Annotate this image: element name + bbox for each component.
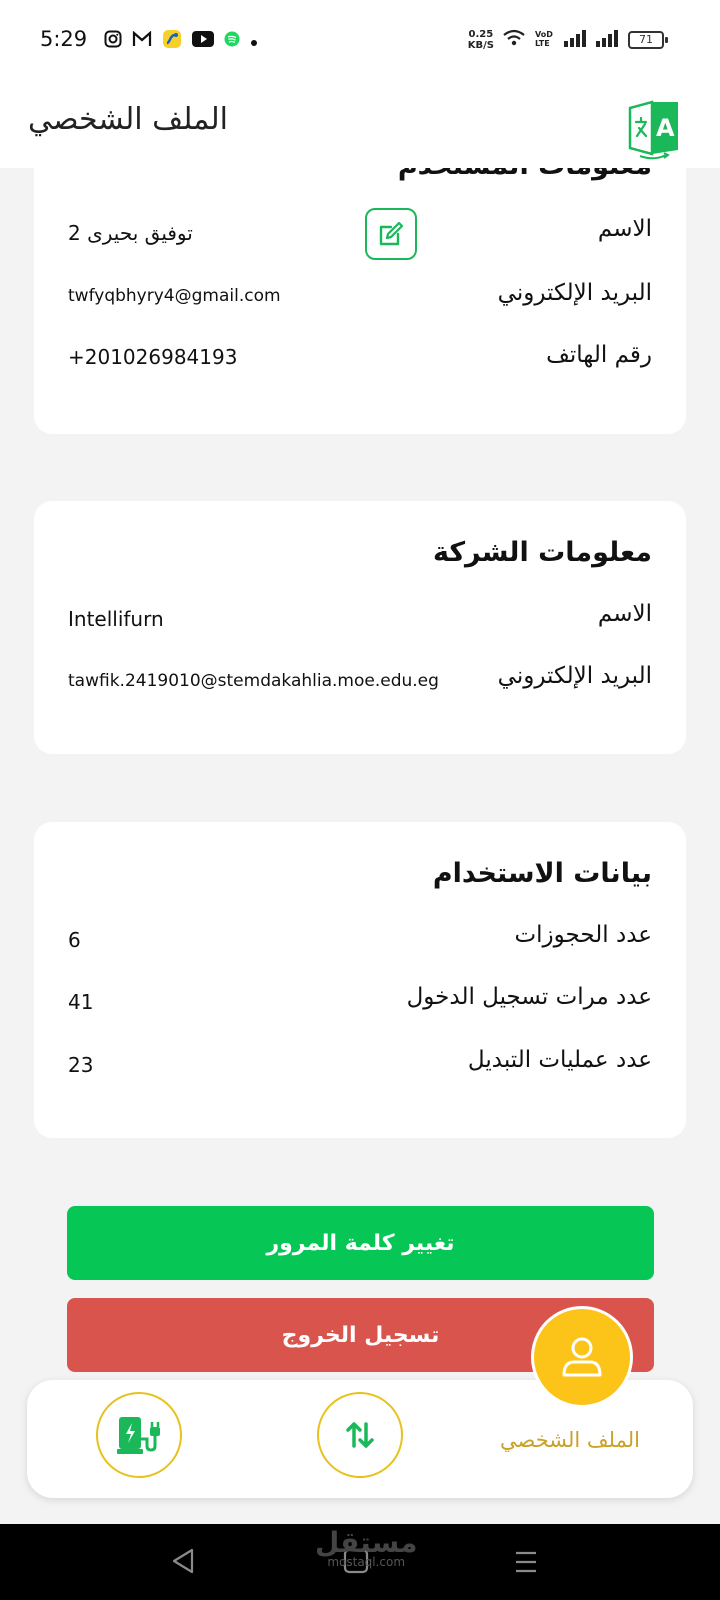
- usage-info-card: [34, 822, 686, 1138]
- status-notification-icons: [104, 29, 258, 53]
- company-info-card: [34, 501, 686, 754]
- profile-content[interactable]: [0, 80, 720, 1524]
- company-email-label: البريد الإلكتروني: [497, 663, 652, 689]
- bookings-count-label: عدد الحجوزات: [514, 922, 652, 948]
- logins-count-label: عدد مرات تسجيل الدخول: [406, 984, 652, 1010]
- user-phone-value: +201026984193: [68, 345, 238, 369]
- translate-logo-icon: [626, 98, 682, 160]
- back-icon[interactable]: [170, 1546, 196, 1580]
- logins-count-value: 41: [68, 990, 94, 1014]
- charging-station-icon: [115, 1413, 163, 1457]
- user-phone-label: رقم الهاتف: [546, 342, 652, 368]
- gmail-icon: [132, 31, 152, 51]
- user-name-label: الاسم: [597, 216, 652, 242]
- instagram-icon: [104, 30, 122, 52]
- svg-text:A: A: [656, 114, 675, 142]
- status-system-icons: [468, 28, 664, 52]
- wifi-icon: [502, 29, 526, 51]
- user-name-value: توفيق بحيرى 2: [68, 221, 193, 245]
- company-name-value: Intellifurn: [68, 607, 164, 631]
- nav-profile-button[interactable]: [531, 1306, 633, 1408]
- edit-name-button[interactable]: [365, 208, 417, 260]
- user-email-value: twfyqbhyry4@gmail.com: [68, 286, 281, 306]
- net-speed: 0.25 KB/S: [467, 29, 494, 51]
- change-password-button[interactable]: تغيير كلمة المرور: [67, 1206, 654, 1280]
- logout-button[interactable]: تسجيل الخروج: [67, 1298, 654, 1372]
- company-email-value: tawfik.2419010@stemdakahlia.moe.edu.eg: [68, 671, 439, 691]
- menu-icon[interactable]: [514, 1550, 538, 1578]
- watermark: مستقل mostaql.com: [315, 1526, 418, 1569]
- svg-text:LTE: LTE: [535, 39, 550, 48]
- edit-icon: [376, 219, 406, 249]
- swaps-count-value: 23: [68, 1053, 94, 1077]
- page-title: الملف الشخصي: [28, 102, 228, 137]
- usage-info-title: بيانات الاستخدام: [432, 858, 652, 889]
- bookings-count-value: 6: [68, 928, 81, 952]
- spotify-icon: [224, 31, 240, 51]
- swap-icon: [341, 1416, 379, 1454]
- more-notifications-dot: [250, 32, 258, 51]
- company-name-label: الاسم: [597, 601, 652, 627]
- app-icon: [162, 29, 182, 53]
- signal-icon-2: [596, 29, 620, 51]
- nav-profile-label[interactable]: الملف الشخصي: [500, 1428, 640, 1452]
- user-email-label: البريد الإلكتروني: [497, 280, 652, 306]
- app-bar: [0, 80, 720, 168]
- nav-charging-stations[interactable]: [96, 1392, 182, 1478]
- company-info-title: معلومات الشركة: [432, 537, 652, 568]
- youtube-icon: [192, 31, 214, 51]
- person-icon: [558, 1333, 606, 1381]
- nav-swap[interactable]: [317, 1392, 403, 1478]
- volte-icon: [534, 28, 556, 52]
- status-time: 5:29: [40, 27, 88, 51]
- signal-icon: [564, 29, 588, 51]
- svg-text:VoD: VoD: [535, 30, 553, 39]
- status-bar: [0, 0, 720, 80]
- swaps-count-label: عدد عمليات التبديل: [467, 1047, 652, 1073]
- battery-icon: 71: [628, 31, 664, 49]
